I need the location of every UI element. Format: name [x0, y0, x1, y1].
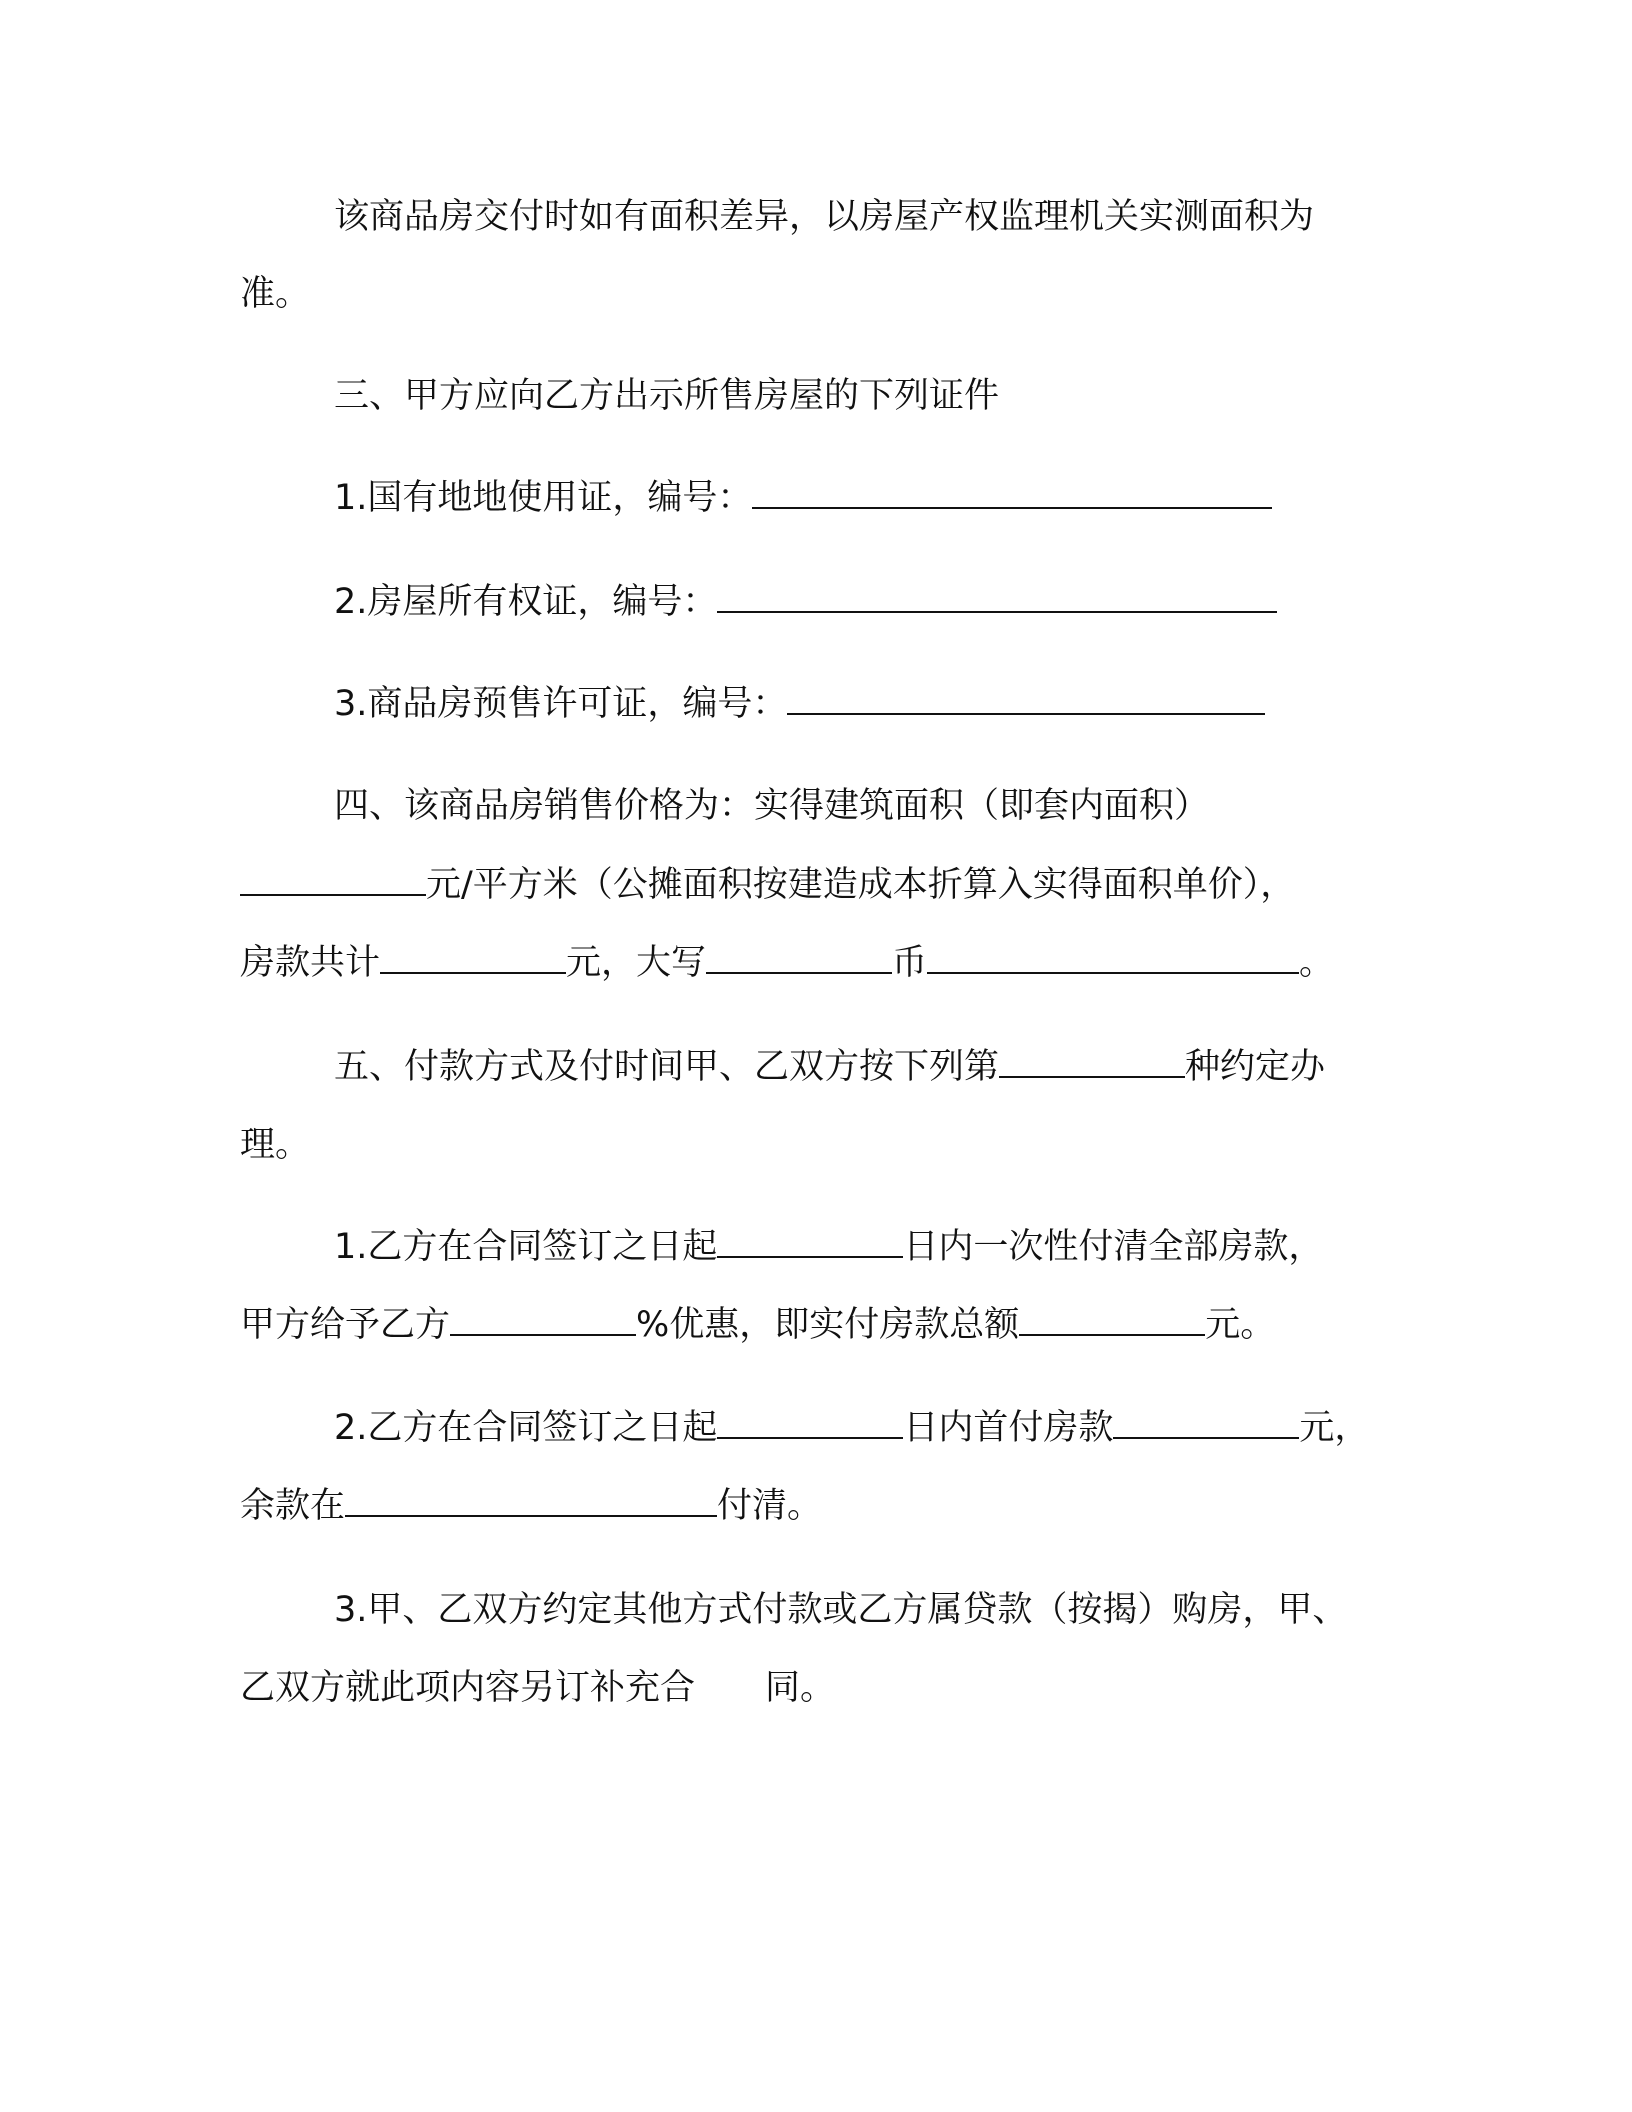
text: 1.国有地地使用证，编号：: [334, 478, 753, 518]
text: 1.乙方在合同签订之日起: [334, 1227, 718, 1267]
blank-line: [999, 1042, 1185, 1078]
blank-line: [1113, 1403, 1299, 1439]
text: 元。: [1205, 1305, 1276, 1345]
blank-line: [706, 938, 892, 974]
blank-line: [787, 679, 1265, 715]
item-land-use-certificate: [334, 459, 1272, 537]
text: 2.房屋所有权证，编号：: [334, 582, 718, 622]
text: 付清。: [717, 1486, 823, 1526]
text: 四、该商品房销售价格为：实得建筑面积（即套内面积）: [334, 786, 1210, 826]
blank-line: [450, 1300, 636, 1336]
text: 币: [892, 943, 928, 983]
text: 乙双方就此项内容另订补充合: [240, 1668, 696, 1708]
item-ownership-certificate: [334, 563, 1277, 641]
blank-line: [717, 1222, 903, 1258]
payment-option-3-line2: [240, 1649, 835, 1727]
text: 日内一次性付清全部房款，: [903, 1227, 1324, 1267]
section-four-line1: [334, 767, 1209, 845]
text: 种约定办: [1185, 1047, 1326, 1087]
text: 甲方给予乙方: [240, 1305, 451, 1345]
section-four-line2: [240, 846, 1295, 924]
text: 元，大写: [566, 943, 707, 983]
text: 元/平方米（公摊面积按建造成本折算入实得面积单价），: [426, 865, 1296, 905]
payment-option-1-line2: [240, 1286, 1275, 1364]
payment-option-2-line1: [334, 1389, 1369, 1467]
text: 理。: [240, 1125, 311, 1165]
blank-line: [752, 473, 1272, 509]
item-presale-permit: [334, 665, 1265, 743]
text: 该商品房交付时如有面积差异，以房屋产权监理机关实测面积为: [334, 197, 1315, 237]
paragraph-area-difference: [334, 178, 1314, 256]
text: 2.乙方在合同签订之日起: [334, 1408, 718, 1448]
text: 三、甲方应向乙方出示所售房屋的下列证件: [334, 376, 1000, 416]
blank-line: [927, 938, 1299, 974]
text: 房款共计: [240, 943, 381, 983]
section-five-line2: [240, 1106, 310, 1184]
section-three-heading: [334, 357, 999, 435]
text: 日内首付房款: [903, 1408, 1114, 1448]
text: %优惠，即实付房款总额: [636, 1305, 1020, 1345]
paragraph-area-difference-cont: [240, 255, 310, 333]
payment-option-2-line2: [240, 1467, 822, 1545]
text: 准。: [240, 274, 311, 314]
blank-line: [345, 1481, 717, 1517]
blank-line: [1019, 1300, 1205, 1336]
text: 余款在: [240, 1486, 346, 1526]
text: 元，: [1299, 1408, 1370, 1448]
blank-line: [717, 577, 1277, 613]
text: 同。: [765, 1668, 836, 1708]
text: 。: [1299, 943, 1335, 983]
text: 3.甲、乙双方约定其他方式付款或乙方属贷款（按揭）购房，甲、: [334, 1590, 1348, 1630]
text: 五、付款方式及付时间甲、乙双方按下列第: [334, 1047, 1000, 1087]
blank-line: [240, 860, 426, 896]
payment-option-1-line1: [334, 1208, 1323, 1286]
section-five-line1: [334, 1028, 1325, 1106]
text: 3.商品房预售许可证，编号：: [334, 684, 788, 724]
blank-line: [380, 938, 566, 974]
blank-line: [717, 1403, 903, 1439]
payment-option-3-line1: [334, 1571, 1347, 1649]
section-four-line3: [240, 924, 1334, 1002]
